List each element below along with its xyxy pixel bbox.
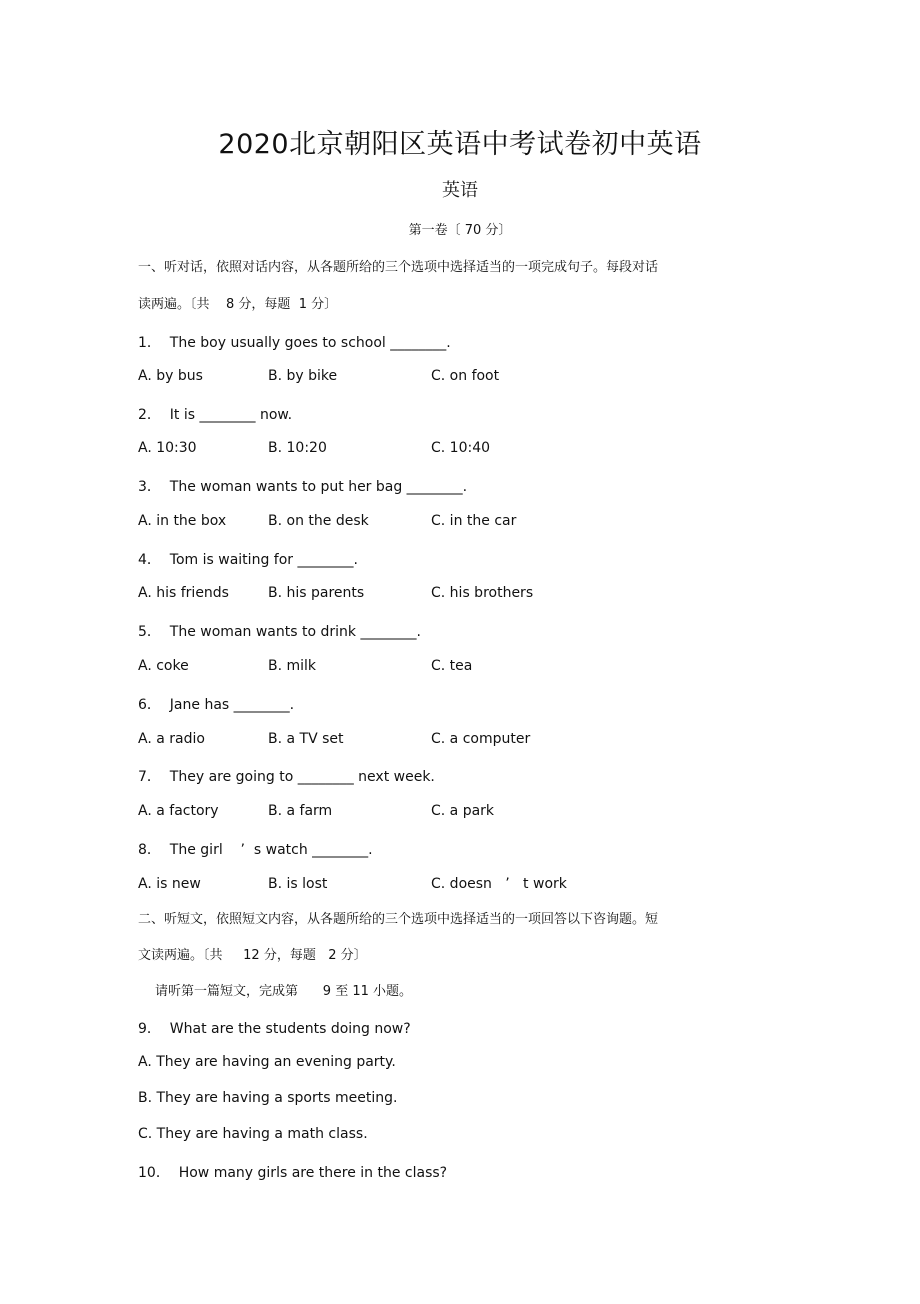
question-3-option-a: A. in the box [138, 513, 227, 529]
question-6-option-a: A. a radio [138, 731, 205, 747]
question-7: 7． They are going to ________ next week. [138, 769, 435, 785]
question-1-option-c: C. on foot [431, 368, 500, 384]
question-4-option-a: A. his friends [138, 585, 229, 601]
question-8-option-c: C. doesn ’ t work [431, 876, 567, 892]
question-2: 2． It is ________ now. [138, 407, 293, 423]
question-6: 6． Jane has ________. [138, 697, 295, 713]
question-1: 1． The boy usually goes to school ________. [138, 335, 451, 351]
section2-intro: 请听第一篇短文，完成第 9 至 11 小题。 [155, 984, 413, 999]
document-title: 2020北京朝阳区英语中考试卷初中英语 [218, 129, 702, 160]
part-heading: 第一卷〔 70 分〕 [408, 223, 512, 238]
question-9-option-c: C. They are having a math class. [138, 1126, 368, 1142]
question-3-option-b: B. on the desk [268, 513, 369, 529]
section1-instruction-line2: 读两遍。〔共 8 分，每题 1 分〕 [138, 297, 338, 312]
question-6-option-c: C. a computer [431, 731, 531, 747]
question-2-option-b: B. 10:20 [268, 440, 327, 456]
section2-instruction-line1: 二、听短文，依照短文内容，从各题所给的三个选项中选择适当的一项回答以下咨询题。短 [138, 912, 659, 927]
document-subtitle: 英语 [442, 180, 478, 201]
question-4: 4． Tom is waiting for ________. [138, 552, 358, 568]
question-7-option-b: B. a farm [268, 803, 333, 819]
question-1-option-b: B. by bike [268, 368, 338, 384]
question-2-option-c: C. 10:40 [431, 440, 491, 456]
question-9-option-b: B. They are having a sports meeting. [138, 1090, 398, 1106]
question-8: 8． The girl ’ s watch ________. [138, 842, 373, 858]
question-3-option-c: C. in the car [431, 513, 517, 529]
question-10: 10． How many girls are there in the class? [138, 1165, 448, 1181]
question-6-option-b: B. a TV set [268, 731, 344, 747]
question-4-option-b: B. his parents [268, 585, 365, 601]
question-8-option-a: A. is new [138, 876, 201, 892]
question-9: 9． What are the students doing now? [138, 1021, 411, 1037]
question-3: 3． The woman wants to put her bag ________. [138, 479, 468, 495]
question-5-option-a: A. coke [138, 658, 189, 674]
question-9-option-a: A. They are having an evening party. [138, 1054, 396, 1070]
question-4-option-c: C. his brothers [431, 585, 534, 601]
question-1-option-a: A. by bus [138, 368, 203, 384]
question-2-option-a: A. 10:30 [138, 440, 197, 456]
question-5: 5． The woman wants to drink ________. [138, 624, 421, 640]
section1-instruction-line1: 一、听对话，依照对话内容，从各题所给的三个选项中选择适当的一项完成句子。每段对话 [138, 260, 659, 275]
section2-instruction-line2: 文读两遍。〔共 12 分，每题 2 分〕 [138, 948, 367, 963]
question-7-option-a: A. a factory [138, 803, 219, 819]
question-7-option-c: C. a park [431, 803, 495, 819]
question-8-option-b: B. is lost [268, 876, 328, 892]
question-5-option-b: B. milk [268, 658, 317, 674]
question-5-option-c: C. tea [431, 658, 473, 674]
